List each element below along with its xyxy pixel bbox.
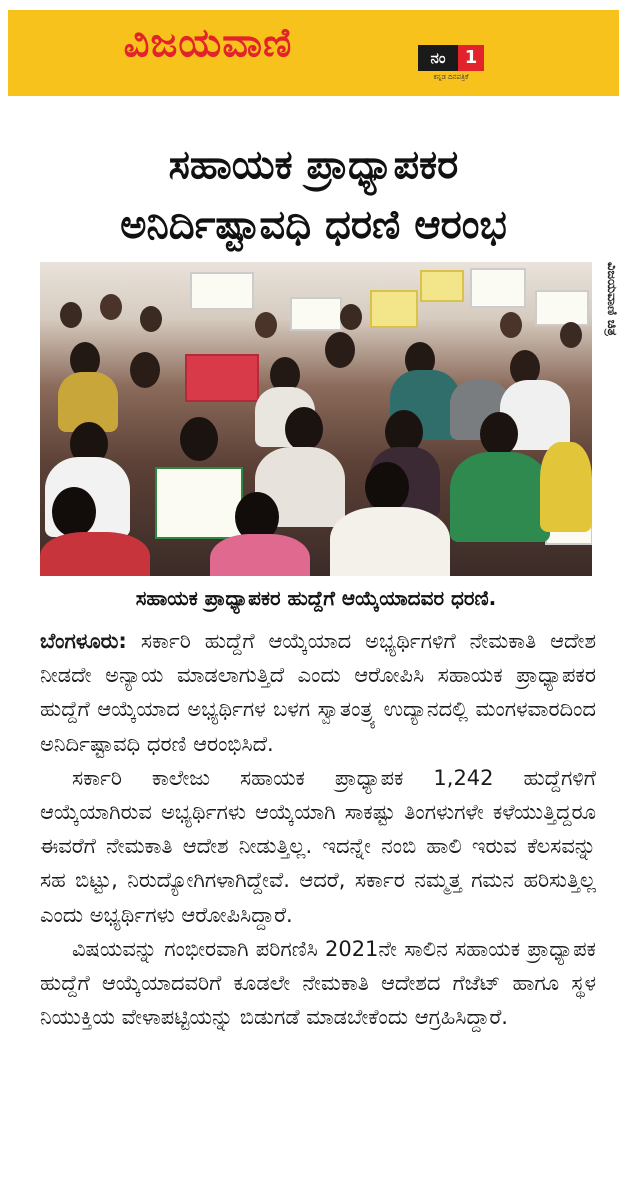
masthead	[8, 10, 619, 96]
headline-line-2: ಅನಿರ್ದಿಷ್ಟಾವಧಿ ಧರಣಿ ಆರಂಭ	[120, 201, 507, 248]
protest-sign	[190, 272, 254, 310]
dateline: ಬೆಂಗಳೂರು:	[40, 629, 127, 653]
protest-placard	[155, 467, 243, 539]
protest-sign	[185, 354, 259, 402]
photo-credit: ವಿಜಯವಾಣಿ ಚಿತ್ರ	[604, 262, 619, 336]
newspaper-logo: ವಿಜಯವಾಣಿ	[123, 20, 293, 66]
headline-line-1: ಸಹಾಯಕ ಪ್ರಾಧ್ಯಾಪಕರ	[168, 141, 459, 188]
article-headline	[0, 135, 627, 255]
protest-sign	[470, 268, 526, 308]
article-paragraph: ಸರ್ಕಾರಿ ಕಾಲೇಜು ಸಹಾಯಕ ಪ್ರಾಧ್ಯಾಪಕ 1,242 ಹುದ್ದೆಗಳಿಗೆ ಆಯ್ಕೆಯಾಗಿರುವ ಅಭ್ಯರ್ಥಿಗಳು ಆಯ್ಕೆಯಾಗಿ ಸಾಕಷ್ಟು ತಿಂಗಳುಗಳೇ ಕಳೆಯುತ್ತಿದ್ದರೂ ಈವರೆಗೆ ನೇಮಕಾತಿ ಆದೇಶ ನೀಡುತ್ತಿಲ್ಲ. ಇದನ್ನೇ ನಂಬಿ ಹಾಲಿ ಇರುವ ಕೆಲಸವನ್ನು ಸಹ ಬಿಟ್ಟು, ನಿರುದ್ಯೋಗಿಗಳಾಗಿದ್ದೇವೆ. ಆದರೆ, ಸರ್ಕಾರ ನಮ್ಮತ್ತ ಗಮನ ಹರಿಸುತ್ತಿಲ್ಲ ಎಂದು ಅಭ್ಯರ್ಥಿಗಳು ಆರೋಪಿಸಿದ್ದಾರೆ.	[40, 765, 596, 927]
protest-sign	[420, 270, 464, 302]
photo-caption: ಸಹಾಯಕ ಪ್ರಾಧ್ಯಾಪಕರ ಹುದ್ದೆಗೆ ಆಯ್ಕೆಯಾದವರ ಧರಣಿ.	[135, 586, 497, 610]
protest-sign	[290, 297, 342, 331]
paragraph-text: ಸರ್ಕಾರಿ ಹುದ್ದೆಗೆ ಆಯ್ಕೆಯಾದ ಅಭ್ಯರ್ಥಿಗಳಿಗೆ ನೇಮಕಾತಿ ಆದೇಶ ನೀಡದೇ ಅನ್ಯಾಯ ಮಾಡಲಾಗುತ್ತಿದೆ ಎಂದು ಆರೋಪಿಸಿ ಸಹಾಯಕ ಪ್ರಾಧ್ಯಾಪಕರ ಹುದ್ದೆಗೆ ಆಯ್ಕೆಯಾದ ಅಭ್ಯರ್ಥಿಗಳ ಬಳಗ ಸ್ವಾತಂತ್ರ್ಯ ಉದ್ಯಾನದಲ್ಲಿ ಮಂಗಳವಾರದಿಂದ ಅನಿರ್ದಿಷ್ಟಾವಧಿ ಧರಣಿ ಆರಂಭಿಸಿದೆ.	[40, 629, 596, 756]
protest-sign	[535, 290, 589, 326]
article-paragraph	[40, 624, 596, 761]
article-body	[40, 624, 596, 1034]
news-photo	[40, 262, 592, 576]
article-paragraph: ವಿಷಯವನ್ನು ಗಂಭೀರವಾಗಿ ಪರಿಗಣಿಸಿ 2021ನೇ ಸಾಲಿನ ಸಹಾಯಕ ಪ್ರಾಧ್ಯಾಪಕ ಹುದ್ದೆಗೆ ಆಯ್ಕೆಯಾದವರಿಗೆ ಕೂಡಲೇ ನೇಮಕಾತಿ ಆದೇಶದ ಗೆಜೆಟ್ ಹಾಗೂ ಸ್ಥಳ ನಿಯುಕ್ತಿಯ ವೇಳಾಪಟ್ಟಿಯನ್ನು ಬಿಡುಗಡೆ ಮಾಡಬೇಕೆಂದು ಆಗ್ರಹಿಸಿದ್ದಾರೆ.	[40, 936, 596, 1030]
protest-sign	[370, 290, 418, 328]
badge-number: 1	[458, 45, 484, 71]
badge-text: ನಂ	[418, 45, 458, 71]
number-one-badge	[418, 45, 484, 71]
badge-tagline: ಕನ್ನಡ ದಿನಪತ್ರಿಕೆ	[433, 73, 469, 81]
